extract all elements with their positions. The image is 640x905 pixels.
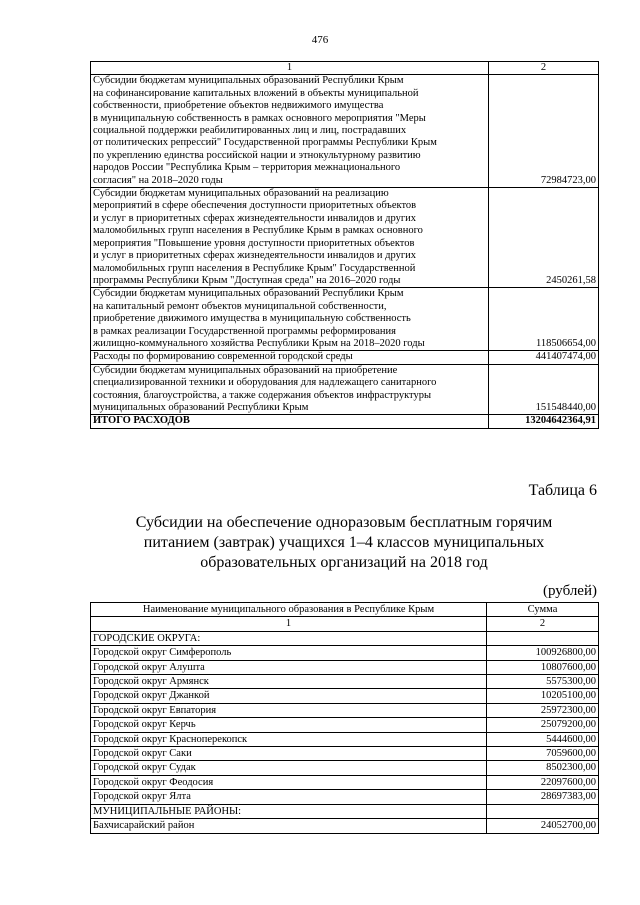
municipality-name: Городской округ Керчь xyxy=(91,718,487,732)
table-row xyxy=(91,790,599,804)
table-row xyxy=(91,364,599,415)
table-row xyxy=(91,288,599,351)
municipality-name: Городской округ Евпатория xyxy=(91,703,487,717)
row-description: Субсидии бюджетам муниципальных образований на приобретение специализированной техники и оборудования для надлежащего санитарного состояния, благоустройства, а также содержания объектов инфраструктуры муниципальных образований Республики Крым xyxy=(91,364,489,415)
row-amount: 118506654,00 xyxy=(489,288,599,351)
municipality-amount: 25972300,00 xyxy=(487,703,599,717)
municipality-amount: 5575300,00 xyxy=(487,675,599,689)
municipality-amount: 28697383,00 xyxy=(487,790,599,804)
municipality-amount: 8502300,00 xyxy=(487,761,599,775)
row-amount: 72984723,00 xyxy=(489,75,599,188)
municipality-name: Городской округ Джанкой xyxy=(91,689,487,703)
municipality-name: Городской округ Ялта xyxy=(91,790,487,804)
row-description: Субсидии бюджетам муниципальных образований Республики Крым на софинансирование капитальных вложений в объекты муниципальной собственности, приобретение объектов недвижимого имущества в муниципальную собственность в рамках основного мероприятия "Меры социальной поддержки реабилитированных лиц и лиц, пострадавших от политических репрессий" Государственной программы Республики Крым по укреплению единства российской нации и этнокультурному развитию народов России "Республика Крым – территория межнационального согласия" на 2018–2020 годы xyxy=(91,75,489,188)
municipality-amount: 7059600,00 xyxy=(487,747,599,761)
table-row xyxy=(91,75,599,188)
municipality-amount xyxy=(487,804,599,818)
municipality-amount xyxy=(487,631,599,645)
table-row xyxy=(91,675,599,689)
column-number-row xyxy=(91,617,599,631)
table-row xyxy=(91,703,599,717)
expenses-table xyxy=(90,61,599,429)
municipality-name: Городской округ Судак xyxy=(91,761,487,775)
municipality-amount: 10807600,00 xyxy=(487,660,599,674)
municipality-name: Городской округ Феодосия xyxy=(91,775,487,789)
row-description: Расходы по формированию современной городской среды xyxy=(91,351,489,364)
subsidies-table xyxy=(90,602,599,834)
table-header-row xyxy=(91,62,599,75)
row-description: Субсидии бюджетам муниципальных образований Республики Крым на капитальный ремонт объектов муниципальной собственности, приобретение движимого имущества в муниципальную собственность в рамках реализации Государственной программы реформирования жилищно-коммунального хозяйства Республики Крым на 2018–2020 годы xyxy=(91,288,489,351)
table-row xyxy=(91,747,599,761)
table-header-row xyxy=(91,603,599,617)
table-row xyxy=(91,718,599,732)
column-number-2: 2 xyxy=(489,62,599,75)
municipality-name: Городской округ Симферополь xyxy=(91,646,487,660)
table-row xyxy=(91,804,599,818)
units-label: (рублей) xyxy=(542,583,597,599)
table-label: Таблица 6 xyxy=(528,482,597,499)
table-row xyxy=(91,631,599,645)
row-amount: 2450261,58 xyxy=(489,188,599,288)
column-number-1: 1 xyxy=(91,62,489,75)
table-row xyxy=(91,660,599,674)
municipality-name: Городской округ Красноперекопск xyxy=(91,732,487,746)
municipality-amount: 25079200,00 xyxy=(487,718,599,732)
row-amount: 151548440,00 xyxy=(489,364,599,415)
municipality-amount: 22097600,00 xyxy=(487,775,599,789)
column-number-1: 1 xyxy=(91,617,487,631)
total-row xyxy=(91,415,599,428)
total-amount: 13204642364,91 xyxy=(489,415,599,428)
municipality-amount: 100926800,00 xyxy=(487,646,599,660)
column-number-2: 2 xyxy=(487,617,599,631)
table-row xyxy=(91,732,599,746)
municipality-amount: 24052700,00 xyxy=(487,819,599,833)
municipality-name: Городской округ Алушта xyxy=(91,660,487,674)
row-description: Субсидии бюджетам муниципальных образований на реализацию мероприятий в сфере обеспечения доступности приоритетных объектов и услуг в приоритетных сферах жизнедеятельности инвалидов и других маломобильных групп населения в Республике Крым в рамках основного мероприятия "Повышение уровня доступности приоритетных объектов и услуг в приоритетных сферах жизнедеятельности инвалидов и других маломобильных групп населения в Республике Крым" Государственной программы Республики Крым "Доступная среда" на 2016–2020 годы xyxy=(91,188,489,288)
municipality-name: Бахчисарайский район xyxy=(91,819,487,833)
row-amount: 441407474,00 xyxy=(489,351,599,364)
table-row xyxy=(91,761,599,775)
table-row xyxy=(91,188,599,288)
municipality-name: Городской округ Саки xyxy=(91,747,487,761)
table-row xyxy=(91,775,599,789)
total-label: ИТОГО РАСХОДОВ xyxy=(91,415,489,428)
municipality-name: МУНИЦИПАЛЬНЫЕ РАЙОНЫ: xyxy=(91,804,487,818)
table-row xyxy=(91,351,599,364)
table-title: Субсидии на обеспечение одноразовым бесплатным горячим питанием (завтрак) учащихся 1–4 классов муниципальных образовательных организаций на 2018 год xyxy=(135,514,553,571)
page-number: 476 xyxy=(311,34,329,46)
municipality-amount: 5444600,00 xyxy=(487,732,599,746)
table-row xyxy=(91,689,599,703)
column-header-amount: Сумма xyxy=(487,603,599,617)
table-row xyxy=(91,819,599,833)
municipality-name: Городской округ Армянск xyxy=(91,675,487,689)
municipality-amount: 10205100,00 xyxy=(487,689,599,703)
column-header-name: Наименование муниципального образования в Республике Крым xyxy=(91,603,487,617)
table-row xyxy=(91,646,599,660)
municipality-name: ГОРОДСКИЕ ОКРУГА: xyxy=(91,631,487,645)
